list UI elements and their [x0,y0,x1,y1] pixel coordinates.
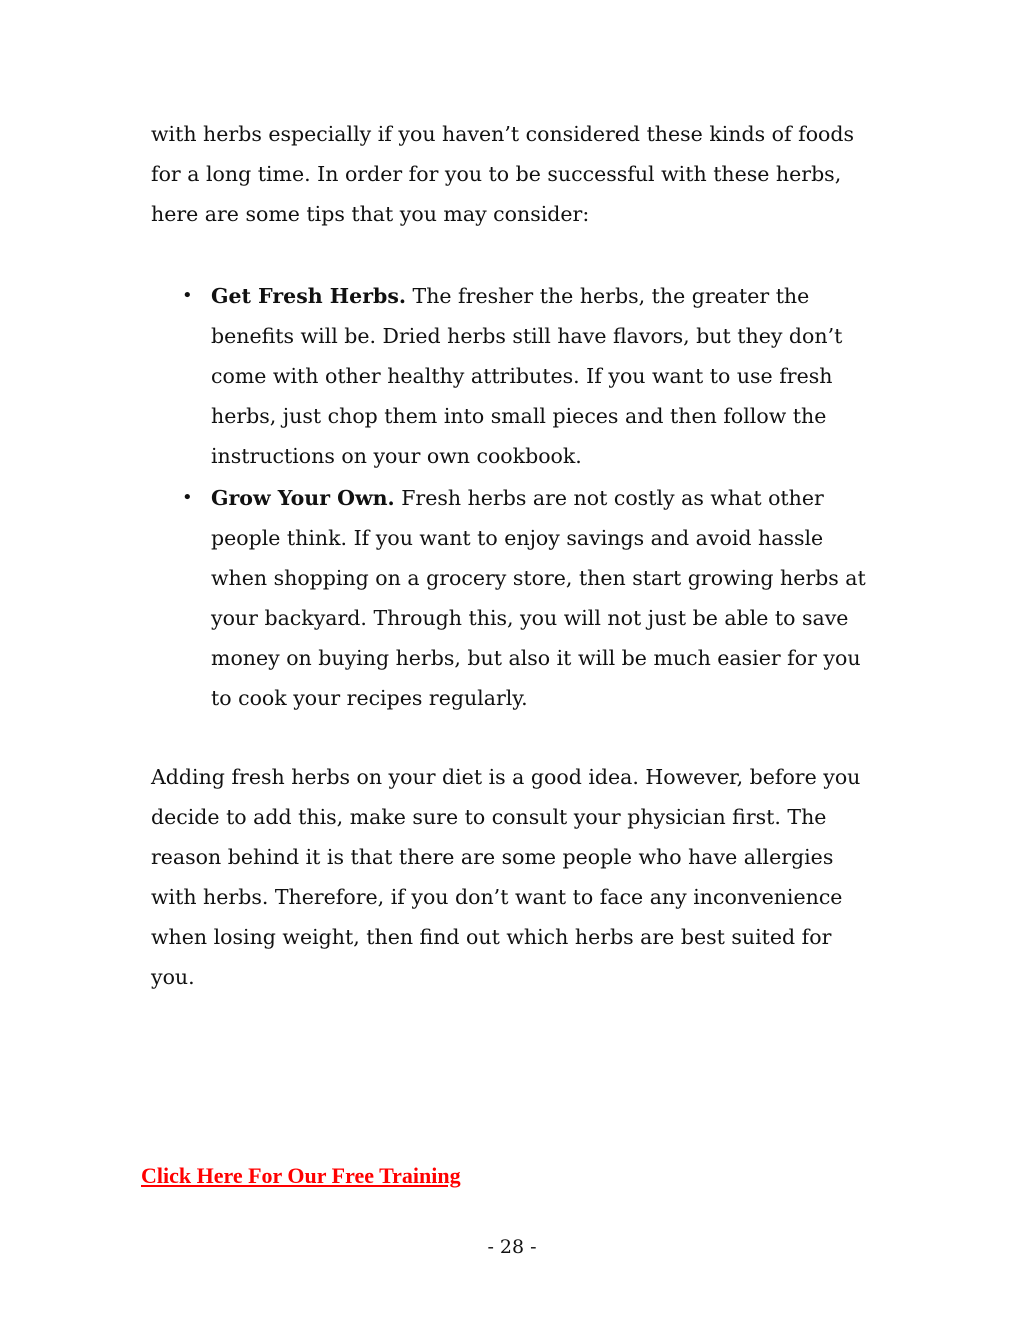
intro-paragraph: with herbs especially if you haven’t considered these kinds of foods for a long time. In order for you to be successful with these herbs, here are some tips that you may consider: [151,122,855,226]
closing-paragraph: Adding fresh herbs on your diet is a good idea. However, before you decide to add this, make sure to consult your physician first. The reason behind it is that there are some people who have allergies with herbs. Therefore, if you don’t want to face any inconvenience when losing weight, then find out which herbs are best suited for you. [151,765,861,989]
tip-title: Get Fresh Herbs. [211,284,407,308]
tip-get-fresh-herbs [151,276,881,476]
tip-body: Fresh herbs are not costly as what other people think. If you want to enjoy savings and avoid hassle when shopping on a grocery store, then start growing herbs at your backyard. Through this, you will not just be able to save money on buying herbs, but also it will be much easier for you to cook your recipes regularly. [211,486,866,710]
bullet-icon: • [182,285,193,306]
tips-list [151,276,881,720]
tip-body: The fresher the herbs, the greater the benefits will be. Dried herbs still have flavors, but they don’t come with other healthy attributes. If you want to use fresh herbs, just chop them into small pieces and then follow the instructions on your own cookbook. [211,284,843,468]
free-training-link[interactable]: Click Here For Our Free Training [141,1163,461,1188]
page-number: - 28 - [487,1236,537,1258]
bullet-icon: • [182,487,193,508]
tip-title: Grow Your Own. [211,486,395,510]
tip-grow-your-own [151,478,881,718]
